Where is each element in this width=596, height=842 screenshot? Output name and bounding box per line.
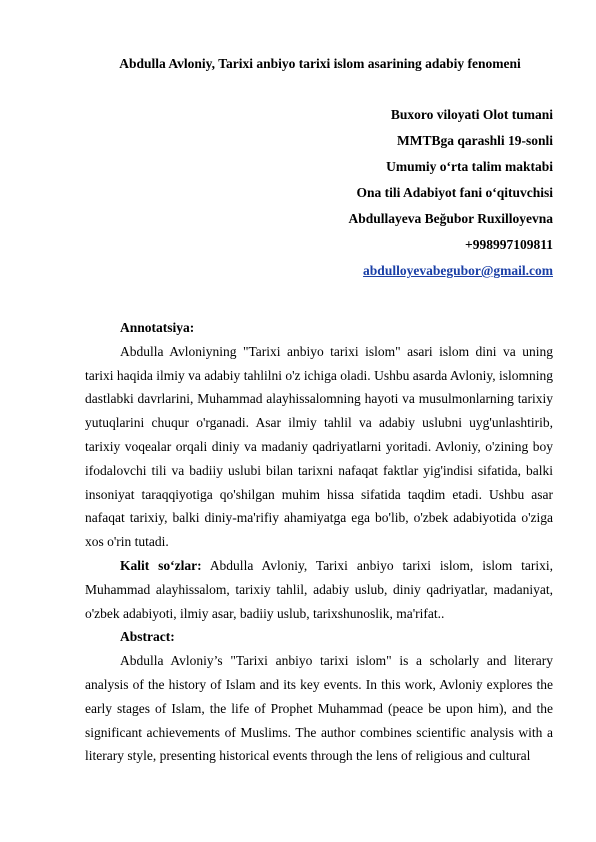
- abstract-paragraph: Abdulla Avloniy’s "Tarixi anbiyo tarixi islom" is a scholarly and literary analysis of the history of Islam and its key events. In this work, Avloniy explores the early stages of Islam, the life of Prophet Muhammad (peace be upon him), and the significant achievements of Muslims. The author combines scientific analysis with a literary style, presenting historical events through the lens of religious and cultural: [85, 653, 553, 764]
- author-info: [133, 102, 553, 284]
- paper-title: Abdulla Avloniy, Tarixi anbiyo tarixi islom asarining adabiy fenomeni: [119, 56, 521, 71]
- abstract-heading: Abstract:: [120, 629, 175, 645]
- keywords-paragraph: [85, 554, 553, 625]
- annotation-heading: Annotatsiya:: [120, 320, 195, 335]
- annotation-paragraph: Abdulla Avloniyning "Tarixi anbiyo tarixi islom" asari islom dini va uning tarixi haqida ilmiy va adabiy tahlilni o'z ichiga oladi. Ushbu asarda Avloniy, islomning dastlabki davrlarini, Muhammad alayhissalomning hayoti va musulmonlarning tarixiy yutuqlarini chuqur o'rganadi. Asar ilmiy tahlil va adabiy uslubni uyg'unlashtirib, tarixiy voqealar orqali diniy va madaniy qadriyatlarni yoritadi. Avloniy, o'zining boy ifodalovchi tili va badiiy uslubi bilan tarixni nafaqat faktlar yig'indisi sifatida, balki insoniyat taraqqiyotiga qo'shilgan muhim hissa sifatida taqdim etadi. Ushbu asar nafaqat tarixiy, balki diniy-ma'rifiy ahamiyatga ega bo'lib, o'zbek adabiyotida o'ziga xos o'rin tutadi.: [85, 343, 553, 550]
- keywords-label: Kalit so‘zlar:: [120, 557, 202, 573]
- author-name: Abdullayeva Beğubor Ruxilloyevna: [348, 211, 553, 226]
- author-email-link[interactable]: abdulloyevabegubor@gmail.com: [363, 263, 553, 278]
- author-phone: +998997109811: [465, 237, 553, 252]
- author-position: Ona tili Adabiyot fani o‘qituvchisi: [356, 185, 553, 200]
- keywords-text: Abdulla Avloniy, Tarixi anbiyo tarixi islom, islom tarixi, Muhammad alayhissalom, tarixiy tahlil, adabiy uslub, diniy qadriyatlar, madaniyat, o'zbek adabiyoti, ilmiy asar, badiiy uslub, tarixshunoslik, ma'rifat..: [85, 557, 553, 621]
- author-district-org: MMTBga qarashli 19-sonli: [396, 133, 553, 148]
- paper-body: [85, 316, 553, 768]
- author-region: Buxoro viloyati Olot tumani: [390, 107, 553, 122]
- author-school: Umumiy o‘rta talim maktabi: [386, 159, 553, 174]
